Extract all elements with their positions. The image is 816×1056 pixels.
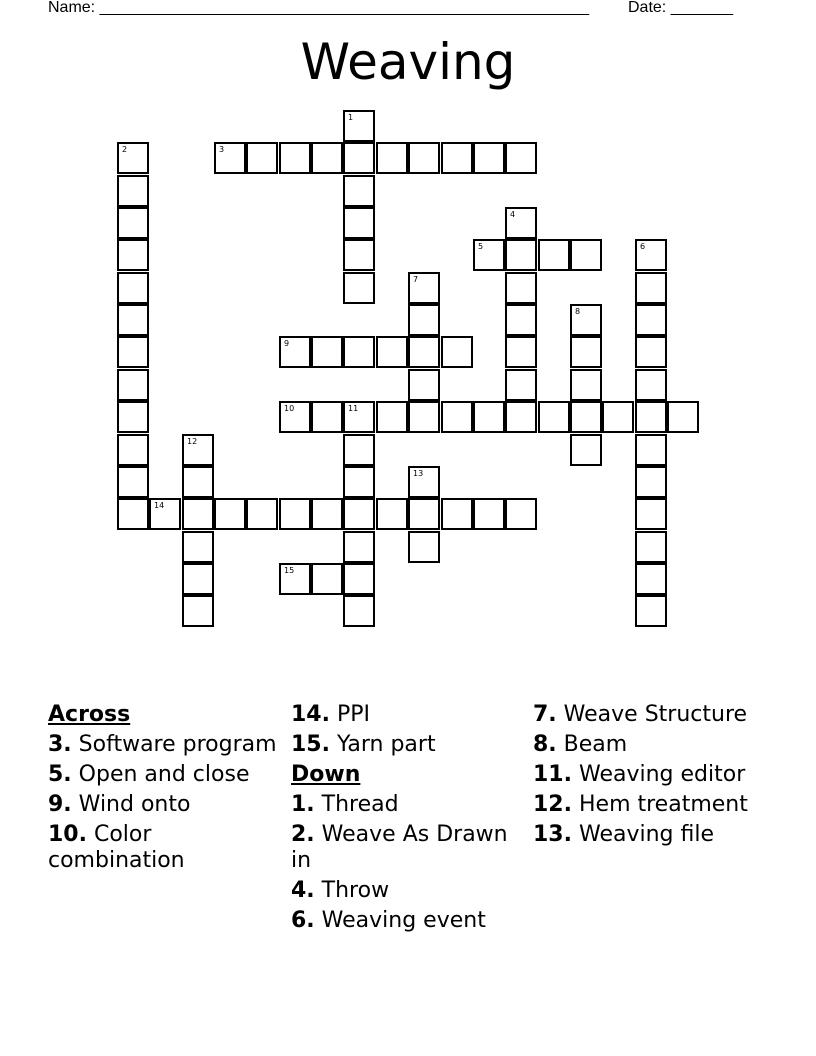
cell-number: 7 xyxy=(413,275,419,284)
grid-cell[interactable] xyxy=(343,595,375,627)
grid-cell[interactable] xyxy=(343,401,375,433)
grid-cell[interactable] xyxy=(311,498,343,530)
grid-cell[interactable] xyxy=(408,369,440,401)
cell-number: 9 xyxy=(284,339,290,348)
grid-cell[interactable] xyxy=(408,142,440,174)
grid-cell[interactable] xyxy=(570,401,602,433)
grid-cell[interactable] xyxy=(473,498,505,530)
grid-cell[interactable] xyxy=(117,466,149,498)
clue-down-2: 2. Weave As Drawn in xyxy=(291,822,508,873)
across-heading: Across xyxy=(48,702,131,727)
grid-cell[interactable] xyxy=(117,175,149,207)
cell-number: 10 xyxy=(284,404,295,413)
grid-cell[interactable] xyxy=(149,498,181,530)
grid-cell[interactable] xyxy=(182,466,214,498)
clue-column-1 xyxy=(48,702,278,878)
grid-cell[interactable] xyxy=(117,336,149,368)
clue-down-13: 13. Weaving file xyxy=(533,822,715,847)
grid-cell[interactable] xyxy=(441,336,473,368)
cell-number: 3 xyxy=(219,145,225,154)
grid-cell[interactable] xyxy=(441,142,473,174)
clue-across-9: 9. Wind onto xyxy=(48,792,191,817)
cell-number: 11 xyxy=(348,404,359,413)
grid-cell[interactable] xyxy=(214,142,246,174)
name-field[interactable]: Name: _______________________________________________________ xyxy=(48,0,589,16)
grid-cell[interactable] xyxy=(279,563,311,595)
grid-cell[interactable] xyxy=(279,401,311,433)
grid-cell[interactable] xyxy=(505,142,537,174)
cell-number: 12 xyxy=(187,437,198,446)
clue-across-14: 14. PPI xyxy=(291,702,371,727)
page-title: Weaving xyxy=(300,33,516,91)
grid-cell[interactable] xyxy=(441,498,473,530)
cell-number: 14 xyxy=(154,501,165,510)
clue-down-12: 12. Hem treatment xyxy=(533,792,748,817)
grid-cell[interactable] xyxy=(538,239,570,271)
grid-cell[interactable] xyxy=(505,369,537,401)
clue-down-4: 4. Throw xyxy=(291,878,390,903)
grid-cell[interactable] xyxy=(376,401,408,433)
grid-cell[interactable] xyxy=(635,531,667,563)
grid-cell[interactable] xyxy=(635,401,667,433)
clue-down-7: 7. Weave Structure xyxy=(533,702,748,727)
cell-number: 13 xyxy=(413,469,424,478)
clue-across-3: 3. Software program xyxy=(48,732,277,757)
cell-number: 6 xyxy=(640,242,646,251)
grid-cell[interactable] xyxy=(505,336,537,368)
grid-cell[interactable] xyxy=(635,466,667,498)
grid-cell[interactable] xyxy=(505,207,537,239)
grid-cell[interactable] xyxy=(246,498,278,530)
grid-cell[interactable] xyxy=(343,466,375,498)
grid-cell[interactable] xyxy=(214,498,246,530)
grid-cell[interactable] xyxy=(117,434,149,466)
grid-cell[interactable] xyxy=(343,142,375,174)
down-heading: Down xyxy=(291,762,361,787)
grid-cell[interactable] xyxy=(505,239,537,271)
grid-cell[interactable] xyxy=(343,207,375,239)
clue-column-2 xyxy=(291,702,521,938)
grid-cell[interactable] xyxy=(473,142,505,174)
clue-down-6: 6. Weaving event xyxy=(291,908,486,933)
grid-cell[interactable] xyxy=(635,595,667,627)
grid-cell[interactable] xyxy=(408,466,440,498)
grid-cell[interactable] xyxy=(343,110,375,142)
grid-cell[interactable] xyxy=(635,304,667,336)
grid-cell[interactable] xyxy=(279,142,311,174)
grid-cell[interactable] xyxy=(408,272,440,304)
grid-cell[interactable] xyxy=(117,272,149,304)
grid-cell[interactable] xyxy=(182,563,214,595)
grid-cell[interactable] xyxy=(343,434,375,466)
grid-cell[interactable] xyxy=(441,401,473,433)
grid-cell[interactable] xyxy=(311,401,343,433)
grid-cell[interactable] xyxy=(117,207,149,239)
grid-cell[interactable] xyxy=(635,272,667,304)
grid-cell[interactable] xyxy=(570,434,602,466)
grid-cell[interactable] xyxy=(343,563,375,595)
grid-cell[interactable] xyxy=(408,336,440,368)
grid-cell[interactable] xyxy=(473,401,505,433)
grid-cell[interactable] xyxy=(602,401,634,433)
grid-cell[interactable] xyxy=(343,498,375,530)
clue-across-15: 15. Yarn part xyxy=(291,732,436,757)
grid-cell[interactable] xyxy=(279,336,311,368)
grid-cell[interactable] xyxy=(376,336,408,368)
grid-cell[interactable] xyxy=(182,434,214,466)
grid-cell[interactable] xyxy=(635,336,667,368)
grid-cell[interactable] xyxy=(570,304,602,336)
grid-cell[interactable] xyxy=(505,401,537,433)
grid-cell[interactable] xyxy=(376,142,408,174)
grid-cell[interactable] xyxy=(408,498,440,530)
clue-down-1: 1. Thread xyxy=(291,792,399,817)
grid-cell[interactable] xyxy=(343,531,375,563)
cell-number: 5 xyxy=(478,242,484,251)
grid-cell[interactable] xyxy=(473,239,505,271)
cell-number: 1 xyxy=(348,113,354,122)
grid-cell[interactable] xyxy=(635,369,667,401)
date-field[interactable]: Date: _______ xyxy=(628,0,733,16)
clue-down-11: 11. Weaving editor xyxy=(533,762,746,787)
grid-cell[interactable] xyxy=(343,272,375,304)
grid-cell[interactable] xyxy=(635,563,667,595)
clue-down-8: 8. Beam xyxy=(533,732,628,757)
grid-cell[interactable] xyxy=(182,531,214,563)
grid-cell[interactable] xyxy=(538,401,570,433)
grid-cell[interactable] xyxy=(505,272,537,304)
cell-number: 15 xyxy=(284,566,295,575)
grid-cell[interactable] xyxy=(570,369,602,401)
grid-cell[interactable] xyxy=(117,304,149,336)
grid-cell[interactable] xyxy=(505,304,537,336)
grid-cell[interactable] xyxy=(343,336,375,368)
grid-cell[interactable] xyxy=(117,498,149,530)
cell-number: 2 xyxy=(122,145,128,154)
grid-cell[interactable] xyxy=(182,498,214,530)
grid-cell[interactable] xyxy=(343,175,375,207)
grid-cell[interactable] xyxy=(117,401,149,433)
grid-cell[interactable] xyxy=(343,239,375,271)
grid-cell[interactable] xyxy=(408,304,440,336)
grid-cell[interactable] xyxy=(376,498,408,530)
grid-cell[interactable] xyxy=(311,563,343,595)
grid-cell[interactable] xyxy=(117,239,149,271)
grid-cell[interactable] xyxy=(635,498,667,530)
grid-cell[interactable] xyxy=(311,142,343,174)
grid-cell[interactable] xyxy=(570,336,602,368)
grid-cell[interactable] xyxy=(635,434,667,466)
grid-cell[interactable] xyxy=(117,369,149,401)
grid-cell[interactable] xyxy=(505,498,537,530)
grid-cell[interactable] xyxy=(279,498,311,530)
clue-across-10: 10. Color combination xyxy=(48,822,185,873)
cell-number: 4 xyxy=(510,210,516,219)
grid-cell[interactable] xyxy=(667,401,699,433)
grid-cell[interactable] xyxy=(408,401,440,433)
cell-number: 8 xyxy=(575,307,581,316)
grid-cell[interactable] xyxy=(408,531,440,563)
grid-cell[interactable] xyxy=(570,239,602,271)
grid-cell[interactable] xyxy=(246,142,278,174)
grid-cell[interactable] xyxy=(117,142,149,174)
grid-cell[interactable] xyxy=(635,239,667,271)
clue-across-5: 5. Open and close xyxy=(48,762,250,787)
grid-cell[interactable] xyxy=(311,336,343,368)
grid-cell[interactable] xyxy=(182,595,214,627)
clue-column-3 xyxy=(533,702,763,852)
